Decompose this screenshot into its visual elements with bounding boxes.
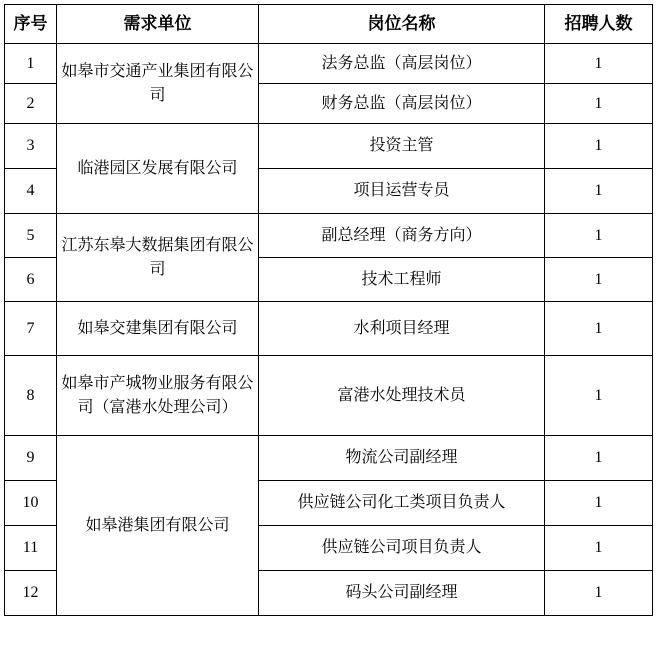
cell-count: 1 <box>545 258 653 302</box>
table-body <box>5 44 653 616</box>
cell-unit: 江苏东皋大数据集团有限公司 <box>57 214 259 302</box>
cell-unit: 如皋市产城物业服务有限公司（富港水处理公司） <box>57 356 259 436</box>
cell-seq: 8 <box>5 356 57 436</box>
cell-seq: 9 <box>5 436 57 481</box>
cell-count: 1 <box>545 526 653 571</box>
table-row <box>5 356 653 436</box>
cell-post: 副总经理（商务方向） <box>259 214 545 258</box>
table-header <box>5 5 653 44</box>
table-row <box>5 124 653 169</box>
cell-count: 1 <box>545 124 653 169</box>
cell-seq: 2 <box>5 84 57 124</box>
cell-count: 1 <box>545 214 653 258</box>
cell-count: 1 <box>545 302 653 356</box>
cell-unit: 如皋市交通产业集团有限公司 <box>57 44 259 124</box>
cell-post: 富港水处理技术员 <box>259 356 545 436</box>
column-header-unit: 需求单位 <box>57 5 259 44</box>
cell-post: 法务总监（高层岗位） <box>259 44 545 84</box>
cell-post: 财务总监（高层岗位） <box>259 84 545 124</box>
cell-seq: 12 <box>5 571 57 616</box>
cell-count: 1 <box>545 84 653 124</box>
cell-unit: 临港园区发展有限公司 <box>57 124 259 214</box>
cell-seq: 4 <box>5 169 57 214</box>
cell-seq: 5 <box>5 214 57 258</box>
cell-count: 1 <box>545 571 653 616</box>
cell-post: 供应链公司化工类项目负责人 <box>259 481 545 526</box>
cell-post: 物流公司副经理 <box>259 436 545 481</box>
cell-post: 码头公司副经理 <box>259 571 545 616</box>
table-row <box>5 436 653 481</box>
table-row <box>5 302 653 356</box>
cell-post: 投资主管 <box>259 124 545 169</box>
cell-count: 1 <box>545 436 653 481</box>
column-header-seq: 序号 <box>5 5 57 44</box>
cell-unit: 如皋交建集团有限公司 <box>57 302 259 356</box>
table-row <box>5 44 653 84</box>
cell-post: 技术工程师 <box>259 258 545 302</box>
cell-seq: 10 <box>5 481 57 526</box>
cell-post: 供应链公司项目负责人 <box>259 526 545 571</box>
cell-post: 水利项目经理 <box>259 302 545 356</box>
cell-count: 1 <box>545 44 653 84</box>
table-row <box>5 214 653 258</box>
cell-seq: 7 <box>5 302 57 356</box>
cell-seq: 1 <box>5 44 57 84</box>
cell-seq: 6 <box>5 258 57 302</box>
column-header-post: 岗位名称 <box>259 5 545 44</box>
cell-count: 1 <box>545 169 653 214</box>
column-header-count: 招聘人数 <box>545 5 653 44</box>
cell-count: 1 <box>545 356 653 436</box>
cell-seq: 11 <box>5 526 57 571</box>
table-header-row <box>5 5 653 44</box>
cell-unit: 如皋港集团有限公司 <box>57 436 259 616</box>
cell-seq: 3 <box>5 124 57 169</box>
cell-post: 项目运营专员 <box>259 169 545 214</box>
cell-count: 1 <box>545 481 653 526</box>
recruitment-table <box>4 4 653 616</box>
